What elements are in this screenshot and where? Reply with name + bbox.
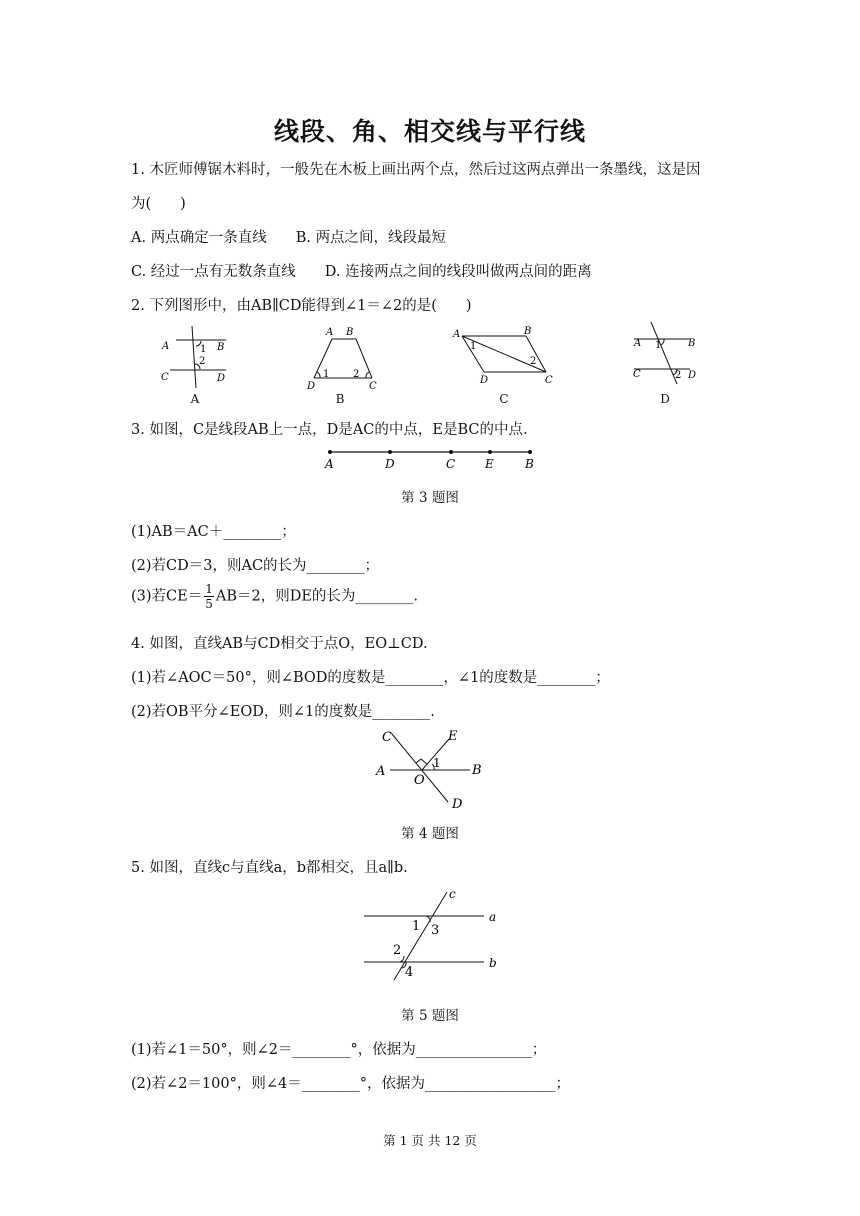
- q5-label-a: a: [489, 910, 497, 924]
- q4-label-B: B: [472, 763, 482, 778]
- q3-part1: (1)AB＝AC＋________；: [131, 524, 296, 540]
- q1-options-line2: C. 经过一点有无数条直线 D. 连接两点之间的线段叫做两点间的距离: [131, 264, 592, 280]
- page-footer: 第 1 页 共 12 页: [383, 1133, 477, 1148]
- q2c-label-B: B: [524, 326, 532, 337]
- q3-part3-post: AB＝2，则DE的长为________.: [215, 588, 419, 605]
- q2a-label-A: A: [162, 341, 170, 352]
- q2-stem: 2. 下列图形中，由AB∥CD能得到∠1＝∠2的是( ): [131, 298, 472, 314]
- q2c-angle-1: 1: [470, 341, 477, 352]
- q3-point-C: [449, 450, 453, 454]
- q2a-label-D: D: [217, 373, 226, 384]
- q4-label-A: A: [376, 764, 386, 779]
- q2b-label-A: A: [326, 327, 334, 338]
- q5-part2: (2)若∠2＝100°，则∠4＝________°，依据为__________________；: [131, 1076, 570, 1092]
- q2d-label-C: C: [633, 369, 641, 380]
- q2d-label-A: A: [634, 338, 642, 349]
- q3-fraction-num: 1: [205, 582, 213, 596]
- q2d-angle-1: 1: [655, 340, 662, 351]
- q5-stem: 5. 如图，直线c与直线a，b都相交，且a∥b.: [131, 860, 408, 876]
- q3-segment-figure: [316, 444, 546, 474]
- q3-point-D: [388, 450, 392, 454]
- q1-options-line1: A. 两点确定一条直线 B. 两点之间，线段最短: [131, 230, 447, 246]
- q2c-label-A: A: [453, 329, 461, 340]
- q5-angle-4: 4: [405, 965, 414, 980]
- q5-label-c: c: [449, 887, 456, 901]
- q2b-angle-2: 2: [353, 369, 360, 380]
- q2-fig-label-b: B: [335, 392, 345, 406]
- q2d-angle-2: 2: [675, 370, 682, 381]
- q3-fraction-den: 5: [205, 597, 213, 611]
- q5-part1: (1)若∠1＝50°，则∠2＝________°，依据为________________；: [131, 1042, 547, 1058]
- page-title: 线段、角、相交线与平行线: [273, 117, 586, 146]
- q2b-label-D: D: [307, 381, 316, 392]
- q2c-angle-2: 2: [530, 356, 537, 367]
- q3-part2: (2)若CD＝3，则AC的长为________；: [131, 558, 380, 574]
- q2-fig-label-d: D: [660, 392, 670, 406]
- q2b-label-B: B: [346, 327, 354, 338]
- q1-stem-line2: 为( ): [131, 196, 186, 212]
- q4-stem: 4. 如图，直线AB与CD相交于点O，EO⊥CD.: [131, 636, 428, 652]
- q4-label-C: C: [382, 730, 392, 745]
- q5-label-b: b: [489, 956, 497, 970]
- q4-figure: [370, 724, 500, 814]
- q2-fig-label-c: C: [499, 392, 509, 406]
- q2-fig-label-a: A: [190, 392, 200, 406]
- q2c-label-D: D: [480, 375, 489, 386]
- q2d-label-D: D: [688, 370, 697, 381]
- q3-label-A: A: [325, 457, 334, 471]
- q5-angle-3: 3: [431, 923, 440, 938]
- q4-label-E: E: [448, 729, 458, 744]
- q3-fraction: [204, 582, 214, 611]
- q4-part1: (1)若∠AOC＝50°，则∠BOD的度数是________，∠1的度数是________；: [131, 670, 610, 686]
- q3-stem: 3. 如图，C是线段AB上一点，D是AC的中点，E是BC的中点.: [131, 422, 528, 438]
- q3-point-E: [488, 450, 492, 454]
- q3-point-A: [328, 450, 332, 454]
- q4-label-D: D: [452, 797, 463, 812]
- q4-angle-1: 1: [433, 756, 441, 770]
- q4-caption: 第 4 题图: [401, 826, 459, 842]
- q1-stem-line1: 1. 木匠师傅锯木料时，一般先在木板上画出两个点，然后过这两点弹出一条墨线，这是因: [131, 162, 701, 178]
- q2a-angle-1: 1: [200, 344, 207, 355]
- q4-label-O: O: [414, 773, 425, 788]
- q2a-angle-2: 2: [199, 356, 206, 367]
- q2b-angle-1: 1: [323, 369, 330, 380]
- q3-part3: [131, 582, 418, 611]
- q5-angle-1: 1: [412, 919, 421, 934]
- q2a-label-B: B: [217, 342, 225, 353]
- q2c-label-C: C: [545, 375, 553, 386]
- q2b-label-C: C: [369, 381, 377, 392]
- q3-caption: 第 3 题图: [401, 490, 459, 506]
- q3-label-C: C: [446, 457, 456, 471]
- q5-angle-2: 2: [393, 943, 402, 958]
- q5-caption: 第 5 题图: [401, 1008, 459, 1024]
- q3-label-E: E: [485, 457, 494, 471]
- q3-part3-pre: (3)若CE＝: [131, 588, 203, 605]
- q3-point-B: [528, 450, 532, 454]
- q2-figures: [150, 322, 750, 392]
- q3-label-B: B: [525, 457, 534, 471]
- q5-figure: [356, 884, 516, 984]
- q3-label-D: D: [385, 457, 395, 471]
- q2-figure-d: [634, 322, 690, 384]
- q4-part2: (2)若OB平分∠EOD，则∠1的度数是________.: [131, 704, 435, 720]
- q2a-label-C: C: [161, 372, 169, 383]
- q2d-label-B: B: [688, 338, 696, 349]
